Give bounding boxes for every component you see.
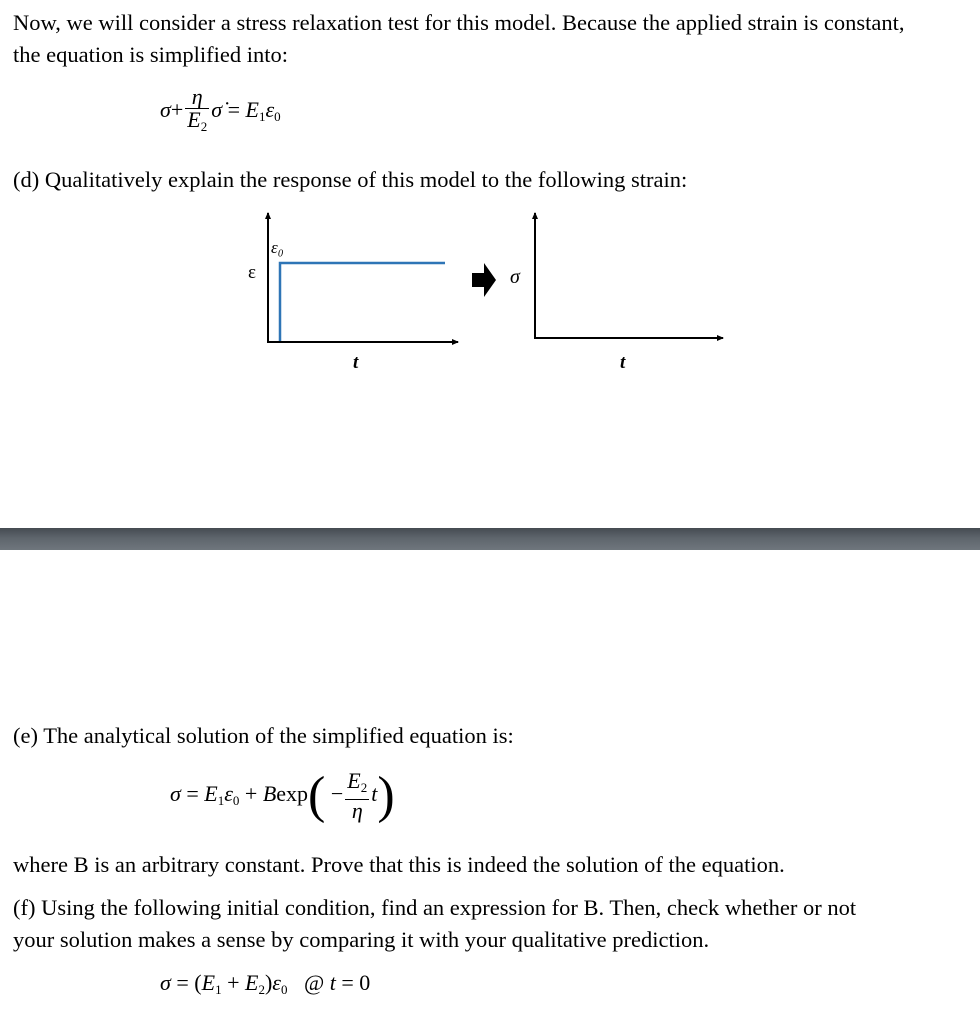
- equation-analytical-solution: $\sigma = E_1\varepsilon_0 + Bexp$( − $\frac{E_2}{\eta}$ t): [170, 767, 395, 824]
- part-f-line-1: (f) Using the following initial condition, find an expression for B. Then, check whether or not: [13, 895, 857, 920]
- sigma-symbol: σ: [160, 97, 171, 123]
- left-level-label-epsilon0: ε₀: [271, 238, 284, 257]
- page-separator: [0, 528, 980, 550]
- fraction-denominator: $E_2$: [185, 108, 209, 138]
- where-text: where B is an arbitrary constant. Prove that this is indeed the solution of the equation.: [13, 852, 785, 877]
- intro-line-2: the equation is simplified into:: [13, 42, 288, 67]
- right-y-label-sigma: σ: [510, 266, 520, 288]
- right-x-label-t: t: [620, 352, 626, 373]
- equation-initial-condition: $\sigma = (E_1 + E_2)\varepsilon_0$ @ t = 0: [160, 970, 371, 997]
- part-e-text: (e) The analytical solution of the simplified equation is:: [13, 723, 514, 748]
- fraction-numerator: η: [191, 84, 203, 109]
- equals-sign: =: [227, 97, 241, 123]
- fraction-denominator: η: [345, 799, 369, 822]
- right-paren: ): [377, 767, 395, 824]
- fraction-numerator: $E_2$: [347, 768, 368, 795]
- part-d-text: (d) Qualitatively explain the response of this model to the following strain:: [13, 167, 688, 192]
- part-f-line-2: your solution makes a sense by comparing it with your qualitative prediction.: [13, 927, 710, 952]
- sigma-dot-symbol: σ̇: [211, 97, 223, 123]
- e2-over-eta-fraction: [345, 770, 369, 822]
- right-block-arrow-icon: [472, 263, 496, 297]
- equation-simplified: σ+ $\frac{\eta}{E_2}$ σ̇ = $E_1\varepsilon_0$: [160, 86, 281, 138]
- step-strain-line: [280, 263, 445, 341]
- left-y-label-epsilon: ε: [248, 262, 256, 283]
- left-paren: (: [308, 767, 326, 824]
- exp-function: exp: [276, 781, 309, 807]
- left-x-label-t: t: [353, 352, 359, 373]
- intro-line-1: Now, we will consider a stress relaxation test for this model. Because the applied strain is constant,: [13, 10, 905, 35]
- plus-sign: +: [170, 97, 184, 123]
